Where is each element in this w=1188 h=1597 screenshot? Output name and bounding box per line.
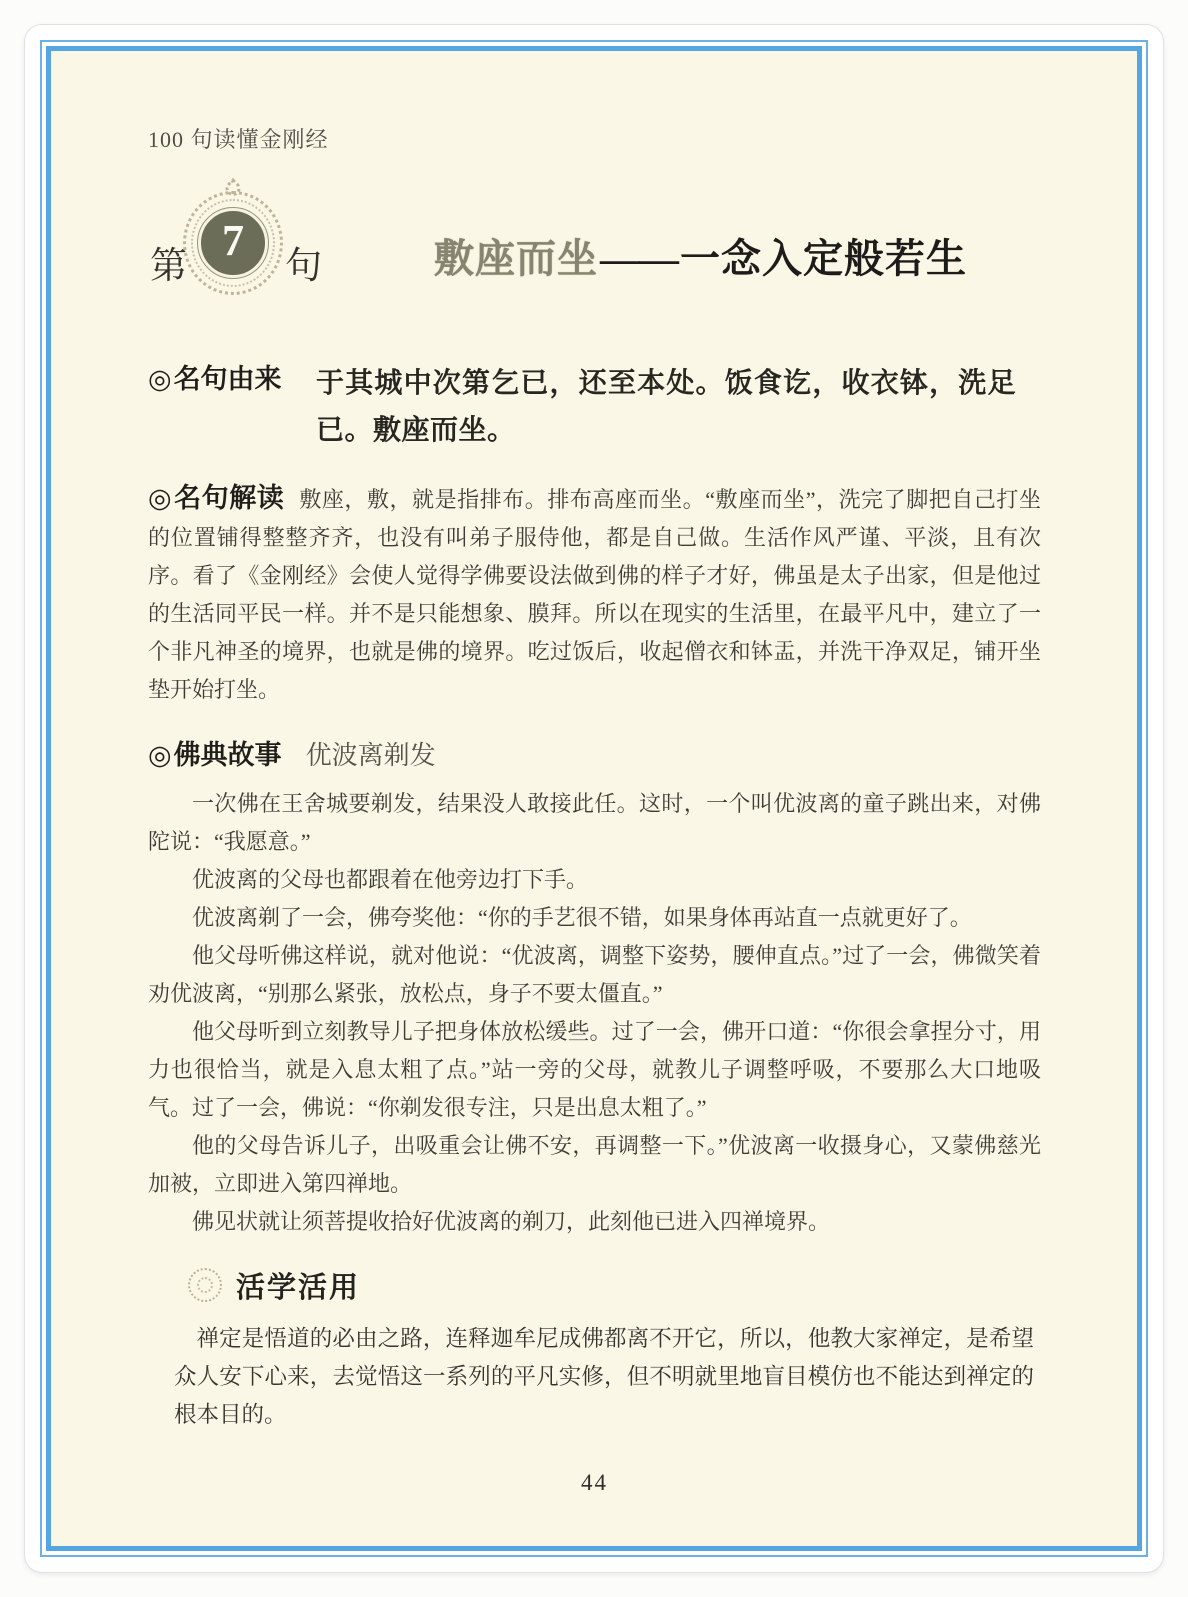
story-paragraph: 优波离的父母也都跟着在他旁边打下手。 — [192, 866, 589, 892]
story-subtitle: 优波离剃发 — [305, 740, 436, 770]
story-paragraph: 优波离剃了一会，佛夸奖他：“你的手艺很不错，如果身体再站直一点就更好了。 — [192, 904, 972, 930]
chapter-title-subtitle: 一念入定般若生 — [680, 236, 967, 281]
story-heading-label: 佛典故事 — [173, 740, 282, 770]
section-origin — [148, 360, 1041, 454]
origin-heading — [148, 360, 316, 454]
chapter-prefix-label: 第 — [150, 246, 187, 287]
page-number: 44 — [581, 1469, 608, 1495]
interpretation-heading-label: 名句解读 — [174, 483, 285, 513]
book-page-card — [24, 24, 1164, 1573]
story-paragraph: 一次佛在王舍城要剃发，结果没人敢接此任。这时，一个叫优波离的童子跳出来，对佛陀说：“我愿意。” — [148, 790, 1041, 854]
story-heading-row — [148, 735, 1041, 773]
dotted-circle-icon — [188, 1268, 222, 1302]
chapter-heading-block — [148, 191, 1041, 333]
story-heading — [148, 739, 282, 773]
practice-text: 禅定是悟道的必由之路，连释迦牟尼成佛都离不开它，所以，他教大家禅定，是希望众人安下心来，去觉悟这一系列的平凡实修，但不明就里地盲目模仿也不能达到禅定的根本目的。 — [174, 1325, 1034, 1427]
practice-heading-row — [188, 1265, 1041, 1306]
practice-heading: 活学活用 — [236, 1271, 361, 1304]
interpretation-heading — [148, 483, 284, 513]
page-border-frame — [46, 46, 1142, 1551]
story-paragraph: 他父母听到立刻教导儿子把身体放松缓些。过了一会，佛开口道：“你很会拿捏分寸，用力也很恰当，就是入息太粗了点。”站一旁的父母，就教儿子调整呼吸，不要那么大口地吸气。过了一会，佛说：“你剃发很专注，只是出息太粗了。” — [148, 1018, 1041, 1120]
section-marker-icon: ◎ — [148, 364, 172, 394]
chapter-number-group — [150, 191, 322, 295]
story-paragraph: 他父母听佛这样说，就对他说：“优波离，调整下姿势，腰伸直点。”过了一会，佛微笑着劝优波离，“别那么紧张，放松点，身子不要太僵直。” — [148, 942, 1041, 1006]
chapter-number: 7 — [222, 216, 244, 265]
chapter-title-dash: —— — [600, 236, 678, 281]
page-content — [51, 51, 1137, 1546]
running-header: 100 句读懂金刚经 — [148, 127, 329, 152]
section-marker-icon: ◎ — [148, 740, 172, 770]
badge-circle — [198, 208, 268, 278]
story-paragraph: 他的父母告诉儿子，出吸重会让佛不安，再调整一下。”优波离一收摄身心，又蒙佛慈光加被，立即进入第四禅地。 — [148, 1132, 1041, 1196]
chapter-title — [434, 235, 967, 283]
origin-quote-text: 于其城中次第乞已，还至本处。饭食讫，收衣钵，洗足已。敷座而坐。 — [316, 368, 1016, 446]
chapter-suffix-label: 句 — [285, 246, 322, 287]
story-paragraph: 佛见状就让须菩提收拾好优波离的剃刀，此刻他已进入四禅境界。 — [192, 1208, 831, 1234]
story-body — [148, 785, 1041, 1241]
interpretation-paragraph — [148, 481, 1041, 709]
section-practice — [148, 1265, 1041, 1434]
origin-heading-label: 名句由来 — [173, 364, 282, 394]
section-interpretation — [148, 481, 1041, 709]
chapter-title-stamped: 敷座而坐 — [434, 236, 598, 281]
interpretation-text: 敷座，敷，就是指排布。排布高座而坐。“敷座而坐”，洗完了脚把自己打坐的位置铺得整整齐齐，也没有叫弟子服侍他，都是自己做。生活作风严谨、平淡，且有次序。看了《金刚经》会使人觉得学佛要设法做到佛的样子才好，佛虽是太子出家，但是他过的生活同平民一样。并不是只能想象、膜拜。所以在现实的生活里，在最平凡中，建立了一个非凡神圣的境界，也就是佛的境界。吃过饭后，收起僧衣和钵盂，并洗干净双足，铺开坐垫开始打坐。 — [148, 487, 1041, 702]
section-story — [148, 735, 1041, 1241]
chapter-number-badge — [183, 191, 283, 295]
section-marker-icon: ◎ — [148, 483, 173, 513]
